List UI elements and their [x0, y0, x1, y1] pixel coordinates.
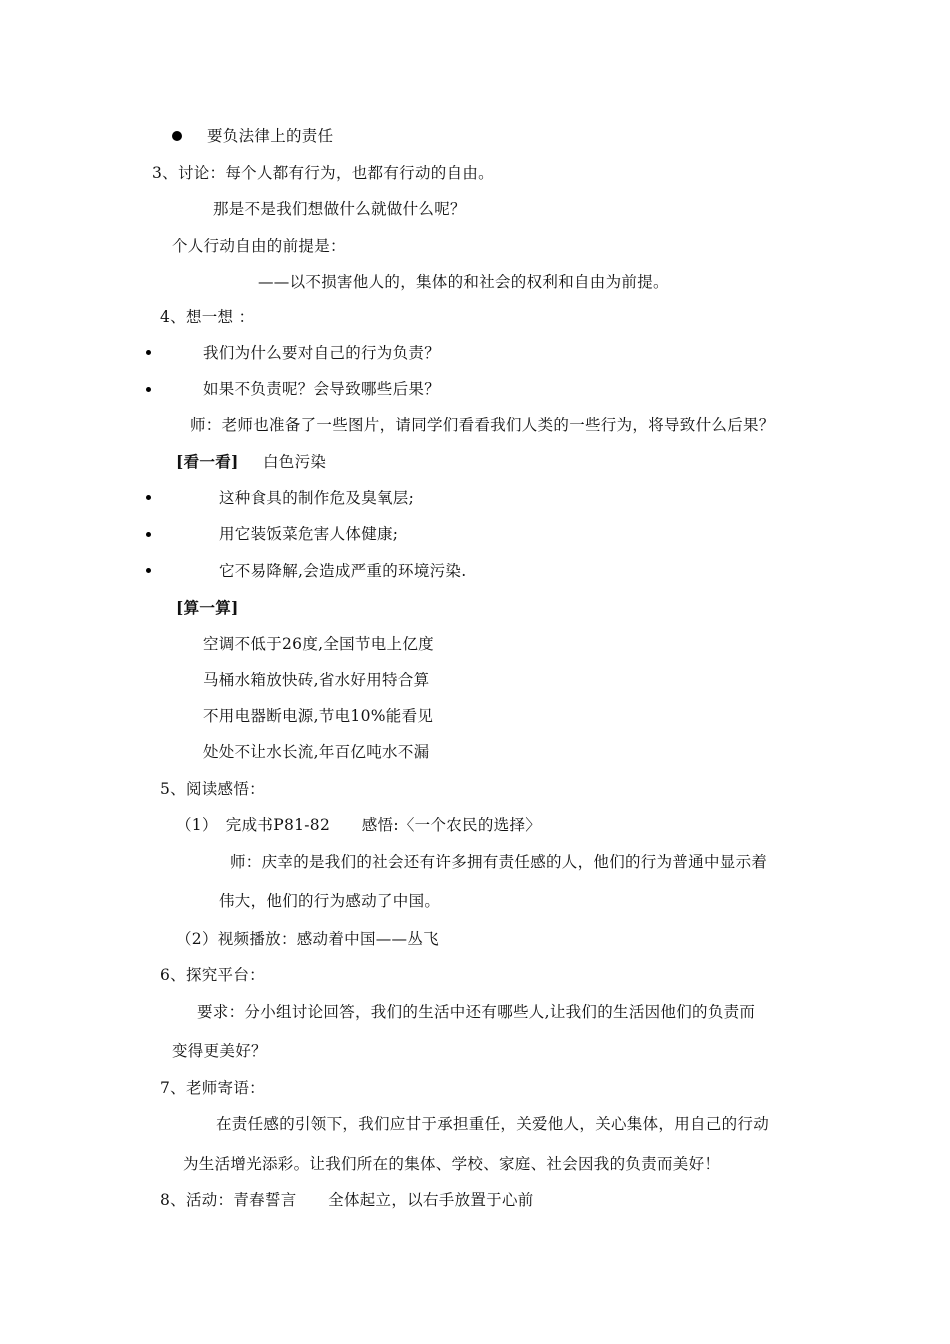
section-heading-3: 3、讨论：每个人都有行为，也都有行动的自由。 [152, 164, 494, 182]
text-line: 那是不是我们想做什么就做什么呢？ [213, 200, 466, 218]
text-line: 要负法律上的责任 [207, 127, 334, 145]
section-heading-5: 5、阅读感悟： [160, 780, 265, 798]
bullet-icon [172, 131, 182, 141]
text-line: 个人行动自由的前提是： [172, 237, 346, 255]
text-line: （1） 完成书P81-82 感悟:〈一个农民的选择〉 [176, 816, 542, 834]
list-item: 如果不负责呢？会导致哪些后果？ [203, 380, 441, 398]
text-line: 师：老师也准备了一些图片，请同学们看看我们人类的一些行为，将导致什么后果？ [190, 416, 775, 434]
text-line: 处处不让水长流,年百亿吨水不漏 [203, 743, 430, 761]
text-line: 伟大，他们的行为感动了中国。 [219, 892, 441, 910]
text-line: 要求：分小组讨论回答，我们的生活中还有哪些人,让我们的生活因他们的负责而 [197, 1003, 756, 1021]
list-item: 这种食具的制作危及臭氧层; [219, 489, 415, 507]
list-item: 它不易降解,会造成严重的环境污染. [219, 562, 467, 580]
text-line: ——以不损害他人的，集体的和社会的权利和自由为前提。 [258, 273, 669, 291]
bullet-icon [146, 495, 151, 500]
text-line: 变得更美好？ [172, 1042, 267, 1060]
text-line: 师：庆幸的是我们的社会还有许多拥有责任感的人，他们的行为普通中显示着 [230, 853, 768, 871]
text-line: 马桶水箱放快砖,省水好用特合算 [203, 671, 430, 689]
text-line: 不用电器断电源,节电10%能看见 [203, 707, 434, 725]
bullet-icon [146, 532, 151, 537]
bullet-icon [146, 387, 151, 392]
subsection-label: [算一算] [176, 598, 239, 617]
text-line: 为生活增光添彩。让我们所在的集体、学校、家庭、社会因我的负责而美好！ [183, 1155, 721, 1173]
text-line: 空调不低于26度,全国节电上亿度 [203, 635, 434, 653]
text-line: 白色污染 [263, 453, 327, 471]
list-item: 我们为什么要对自己的行为负责？ [203, 344, 441, 362]
section-heading-4: 4、想一想 ： [160, 308, 255, 326]
bullet-icon [146, 568, 151, 573]
bullet-icon [146, 350, 151, 355]
subsection-label: [看一看] [176, 452, 239, 471]
section-heading-6: 6、探究平台： [160, 966, 265, 984]
text-line: 在责任感的引领下，我们应甘于承担重任，关爱他人，关心集体，用自己的行动 [216, 1115, 770, 1133]
text-line: （2）视频播放：感动着中国——丛飞 [176, 930, 439, 948]
section-heading-7: 7、老师寄语： [160, 1079, 265, 1097]
section-heading-8: 8、活动：青春誓言 全体起立，以右手放置于心前 [160, 1191, 534, 1209]
list-item: 用它装饭菜危害人体健康; [219, 525, 399, 543]
